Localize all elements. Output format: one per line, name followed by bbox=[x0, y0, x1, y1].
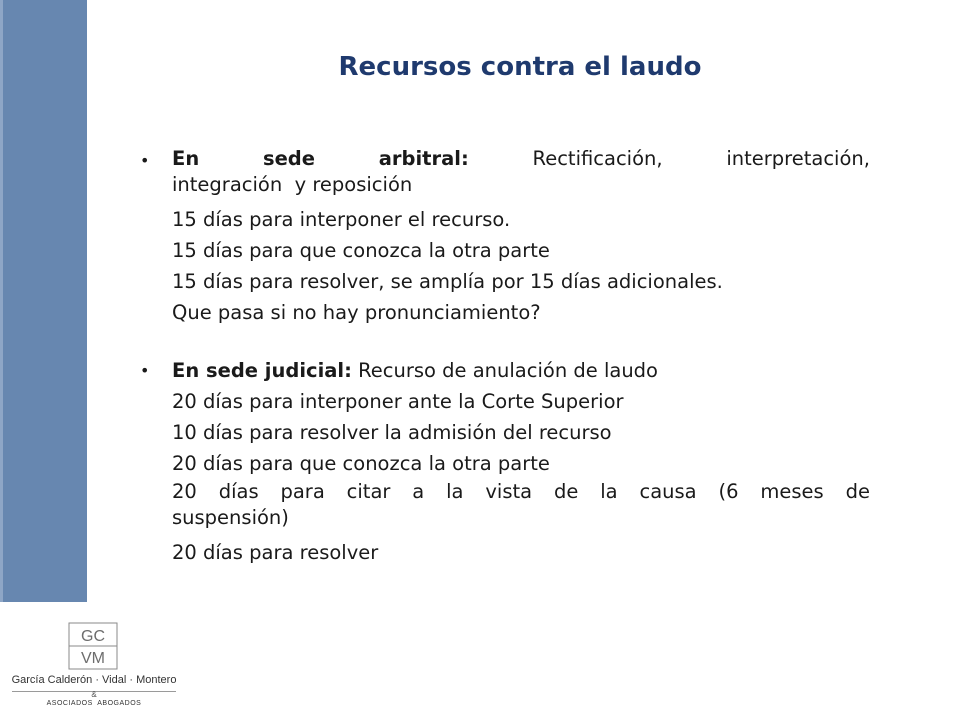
judicial-item: 20 días para que conozca la otra parte bbox=[172, 452, 550, 475]
word: causa bbox=[639, 480, 697, 503]
logo-monogram-bottom: VM bbox=[81, 650, 105, 667]
logo-firm-name: García Calderón · Vidal · Montero bbox=[11, 674, 177, 686]
judicial-long-item-line1 bbox=[172, 479, 870, 505]
word: meses bbox=[760, 480, 824, 503]
arbitral-item: 15 días para interponer el recurso. bbox=[172, 208, 511, 231]
word: días bbox=[218, 480, 259, 503]
judicial-item: 20 días para interponer ante la Corte Superior bbox=[172, 390, 624, 413]
judicial-long-item-line2: suspensión) bbox=[172, 506, 289, 529]
word: En bbox=[172, 147, 200, 170]
judicial-heading-bold: En sede judicial: bbox=[172, 359, 352, 382]
word: de bbox=[845, 480, 870, 503]
word: la bbox=[446, 480, 464, 503]
judicial-long-item bbox=[140, 479, 870, 531]
word: la bbox=[600, 480, 618, 503]
bullet-judicial bbox=[140, 355, 870, 386]
word: sede bbox=[262, 147, 315, 170]
judicial-heading-text: Recurso de anulación de laudo bbox=[351, 359, 658, 382]
word: Rectificación, bbox=[532, 147, 663, 170]
firm-logo bbox=[10, 620, 178, 712]
judicial-item: 10 días para resolver la admisión del recurso bbox=[172, 421, 612, 444]
word: interpretación, bbox=[726, 147, 870, 170]
logo-subtitle: ASOCIADOS ABOGADOS bbox=[46, 700, 142, 707]
slide-title: Recursos contra el laudo bbox=[338, 52, 702, 82]
bullet-dot: • bbox=[140, 151, 150, 170]
word: para bbox=[280, 480, 325, 503]
word: (6 bbox=[718, 480, 739, 503]
bullet-arbitral-line1 bbox=[172, 146, 870, 172]
arbitral-item: 15 días para que conozca la otra parte bbox=[172, 239, 550, 262]
judicial-item: 20 días para resolver bbox=[172, 541, 379, 564]
word: arbitral: bbox=[378, 147, 469, 170]
word: 20 bbox=[172, 480, 197, 503]
word: citar bbox=[346, 480, 391, 503]
side-accent-bar bbox=[0, 0, 87, 602]
arbitral-item: 15 días para resolver, se amplía por 15 días adicionales. bbox=[172, 270, 723, 293]
word: vista bbox=[485, 480, 533, 503]
word: de bbox=[553, 480, 579, 503]
arbitral-item: Que pasa si no hay pronunciamiento? bbox=[172, 301, 541, 324]
bullet-dot: • bbox=[140, 361, 150, 380]
logo-ampersand: & bbox=[91, 690, 97, 699]
logo-monogram-top: GC bbox=[81, 628, 105, 645]
bullet-arbitral bbox=[140, 146, 870, 198]
bullet-arbitral-line2: integración y reposición bbox=[172, 173, 413, 196]
word: a bbox=[412, 480, 425, 503]
slide-content bbox=[140, 146, 870, 568]
logo-monogram bbox=[68, 622, 118, 670]
